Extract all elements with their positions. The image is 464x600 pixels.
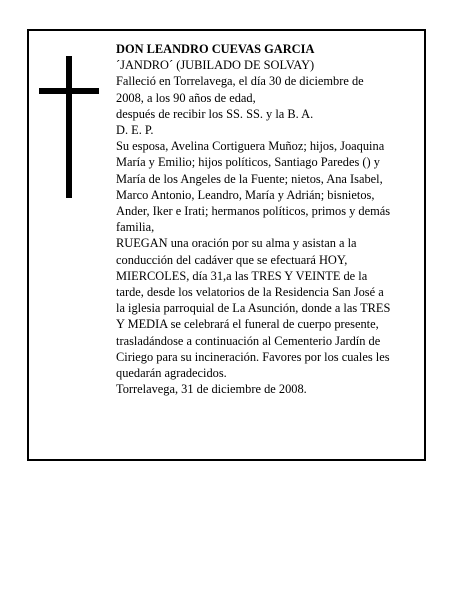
notice-line: Falleció en Torrelavega, el día 30 de diciembre de (116, 74, 364, 89)
notice-line: Ciriego para su incineración. Favores por los cuales les (116, 349, 390, 364)
notice-line: María de los Angeles de la Fuente; nietos, Ana Isabel, (116, 171, 383, 186)
notice-line: Ander, Iker e Irati; hermanos políticos, primos y demás (116, 204, 391, 219)
notice-line: RUEGAN una oración por su alma y asistan a la (116, 236, 357, 251)
notice-line: Torrelavega, 31 de diciembre de 2008. (116, 382, 307, 397)
obituary-notice (27, 29, 426, 461)
latin-cross-icon (39, 56, 99, 198)
notice-line: Su esposa, Avelina Cortiguera Muñoz; hijos, Joaquina (116, 139, 385, 154)
notice-line: MIERCOLES, día 31,a las TRES Y VEINTE de la (116, 268, 368, 283)
notice-line: Y MEDIA se celebrará el funeral de cuerpo presente, (116, 317, 379, 332)
notice-line: conducción del cadáver que se efectuará HOY, (116, 252, 348, 267)
notice-line: D. E. P. (116, 123, 154, 138)
notice-line: Marco Antonio, Leandro, María y Adrián; bisnietos, (116, 187, 375, 202)
deceased-name: DON LEANDRO CUEVAS GARCIA (116, 42, 315, 56)
notice-line: la iglesia parroquial de La Asunción, donde a las TRES (116, 301, 391, 316)
deceased-nickname: ´JANDRO´ (JUBILADO DE SOLVAY) (116, 58, 315, 73)
notice-line: María y Emilio; hijos políticos, Santiago Paredes () y (116, 155, 380, 170)
notice-line: después de recibir los SS. SS. y la B. A. (116, 106, 314, 121)
notice-line: familia, (116, 220, 155, 235)
notice-line: trasladándose a continuación al Cementerio Jardín de (116, 333, 381, 348)
notice-text (116, 41, 418, 397)
notice-line: tarde, desde los velatorios de la Residencia San José a (116, 285, 384, 300)
notice-line: quedarán agradecidos. (116, 366, 227, 381)
notice-line: 2008, a los 90 años de edad, (116, 90, 256, 105)
